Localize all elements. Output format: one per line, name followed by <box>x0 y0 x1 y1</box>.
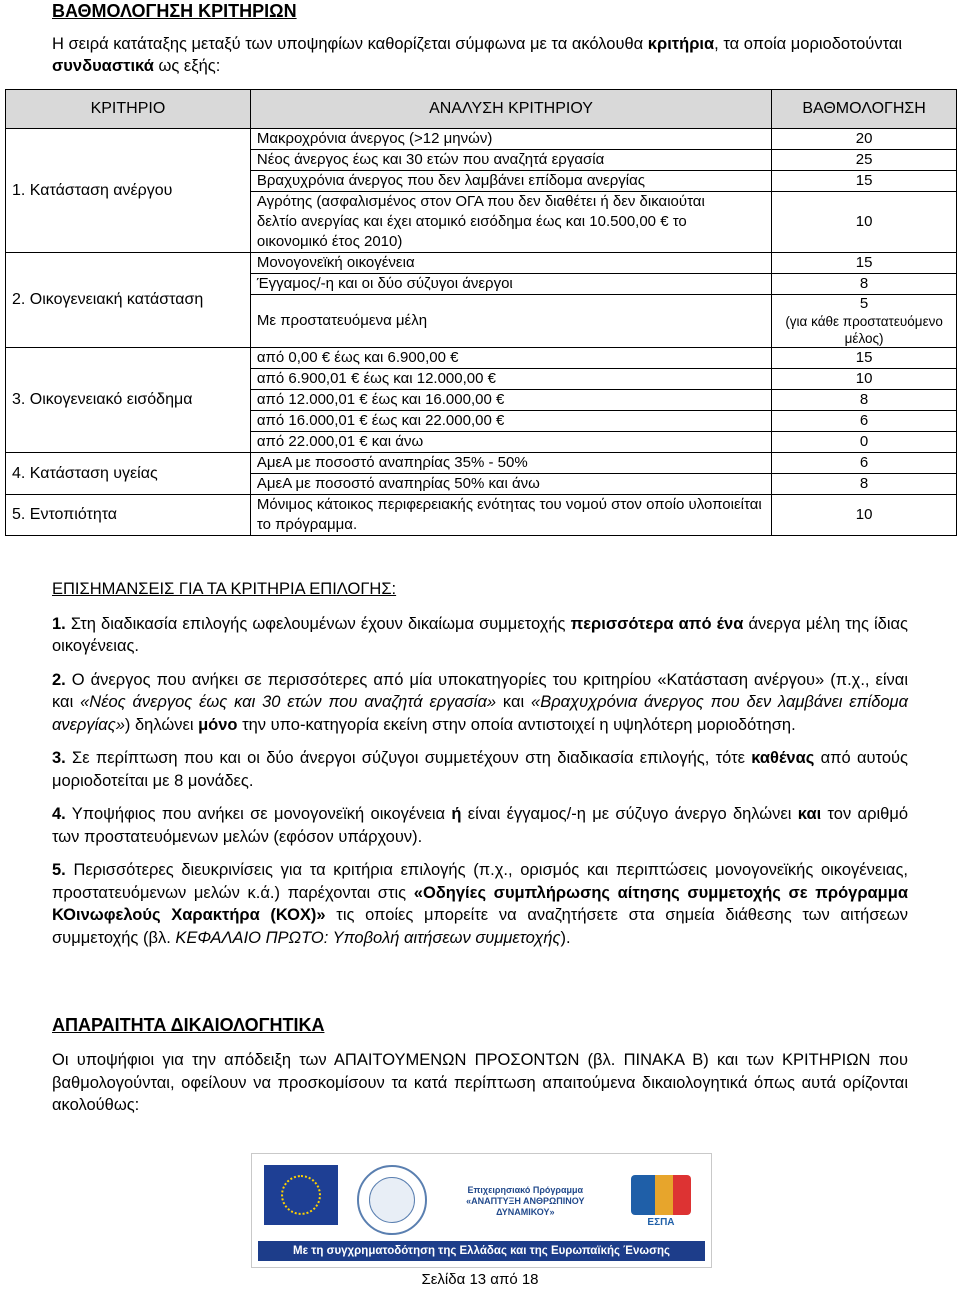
espa-icon <box>631 1175 691 1215</box>
header-analysis: ΑΝΑΛΥΣΗ ΚΡΙΤΗΡΙΟΥ <box>250 90 771 129</box>
analysis-cell: από 12.000,01 € έως και 16.000,00 € <box>250 390 771 411</box>
score-cell <box>772 295 957 348</box>
note-bold: και <box>797 805 822 823</box>
score-cell: 6 <box>772 453 957 474</box>
score-cell: 15 <box>772 171 957 192</box>
note-text: και <box>496 693 532 711</box>
eu-logo <box>264 1165 338 1237</box>
analysis-cell: Έγγαμος/-η και οι δύο σύζυγοι άνεργοι <box>250 274 771 295</box>
header-score: ΒΑΘΜΟΛΟΓΗΣΗ <box>772 90 957 129</box>
score-cell: 15 <box>772 253 957 274</box>
table-row <box>6 495 957 536</box>
note-1 <box>52 613 908 658</box>
note-text: τις οποίες μπορείτε να αναζητήσετε στα σημεία διάθεσης των αιτήσεων συμμετοχής (βλ. <box>52 906 909 947</box>
note-text: ) δηλώνει <box>124 715 199 734</box>
criterion-cell: 4. Κατάσταση υγείας <box>6 453 251 495</box>
analysis-cell: Νέος άνεργος έως και 30 ετών που αναζητά εργασία <box>250 150 771 171</box>
greek-seal <box>357 1165 427 1237</box>
intro-paragraph <box>52 33 908 77</box>
score-cell: 0 <box>772 432 957 453</box>
page-number: Σελίδα 13 από 18 <box>421 1271 539 1288</box>
note-number: 2. <box>52 670 66 689</box>
intro-text: ως εξής: <box>153 57 221 75</box>
note-bold: καθένας <box>751 749 815 767</box>
analysis-cell: από 22.000,01 € και άνω <box>250 432 771 453</box>
program-logo <box>445 1171 605 1231</box>
note-bold: περισσότερα από ένα <box>570 614 744 633</box>
note-number: 1. <box>52 614 66 633</box>
notes-heading: ΕΠΙΣΗΜΑΝΣΕΙΣ ΓΙΑ ΤΑ ΚΡΙΤΗΡΙΑ ΕΠΙΛΟΓΗΣ: <box>52 580 397 598</box>
table-row <box>6 348 957 369</box>
analysis-cell: από 0,00 € έως και 6.900,00 € <box>250 348 771 369</box>
documents-paragraph: Οι υποψήφιοι για την απόδειξη των ΑΠΑΙΤΟΥΜΕΝΩΝ ΠΡΟΣΟΝΤΩΝ (βλ. ΠΙΝΑΚΑ Β) και των ΚΡΙΤΗΡΙΩΝ που βαθμολογούνται, οφείλουν να προσκομίσουν τα κατά περίπτωση απαιτούμενα δικαιολογητικά όπως αυτά ορίζονται ακολούθως: <box>52 1051 908 1114</box>
analysis-cell: Με προστατευόμενα μέλη <box>250 295 771 348</box>
note-text: ). <box>560 928 571 947</box>
table-row <box>6 129 957 150</box>
cofunding-strip: Με τη συγχρηματοδότηση της Ελλάδας και της Ευρωπαϊκής Ένωσης <box>258 1241 705 1261</box>
analysis-cell: ΑμεΑ με ποσοστό αναπηρίας 50% και άνω <box>250 474 771 495</box>
analysis-cell: Αγρότης (ασφαλισμένος στον ΟΓΑ που δεν διαθέτει ή δεν δικαιούται δελτίο ανεργίας και έχει ατομικό εισόδημα έως και 10.500,00 € το οικονομικό έτος 2010) <box>250 192 771 253</box>
criteria-table <box>5 89 957 536</box>
analysis-cell: ΑμεΑ με ποσοστό αναπηρίας 35% - 50% <box>250 453 771 474</box>
score-cell: 8 <box>772 474 957 495</box>
eu-flag-icon <box>264 1165 338 1225</box>
score-cell: 25 <box>772 150 957 171</box>
analysis-cell: Μόνιμος κάτοικος περιφερειακής ενότητας του νομού στον οποίο υλοποιείται το πρόγραμμα. <box>250 495 771 536</box>
score-cell: 10 <box>772 495 957 536</box>
note-text: Σε περίπτωση που και οι δύο άνεργοι σύζυγοι συμμετέχουν στη διαδικασία επιλογής, τότε <box>65 749 752 767</box>
note-bold: μόνο <box>198 715 238 734</box>
note-text: Στη διαδικασία επιλογής ωφελουμένων έχουν δικαίωμα συμμετοχής <box>65 614 571 633</box>
intro-bold-combined: συνδυαστικά <box>52 57 154 75</box>
score-value: 5 <box>859 295 869 312</box>
notes-section <box>52 578 908 960</box>
greek-emblem-icon <box>357 1165 427 1235</box>
note-text: Ο άνεργος που ανήκει σε περισσότερες από μία υποκατηγορίες του κριτηρίου «Κατάσταση ανέργου» (π.χ., είναι και <box>52 670 908 711</box>
analysis-cell: Μακροχρόνια άνεργος (>12 μηνών) <box>250 129 771 150</box>
intro-text: Η σειρά κατάταξης μεταξύ των υποψηφίων καθορίζεται σύμφωνα με τα ακόλουθα <box>52 35 648 53</box>
note-number: 4. <box>52 805 66 823</box>
note-italic: ΚΕΦΑΛΑΙΟ ΠΡΩΤΟ: Υποβολή αιτήσεων συμμετοχής <box>175 928 561 947</box>
table-row <box>6 453 957 474</box>
note-italic: «Βραχυχρόνια άνεργος που δεν λαμβάνει επίδομα ανεργίας» <box>52 693 909 734</box>
note-3 <box>52 747 908 792</box>
score-cell: 6 <box>772 411 957 432</box>
note-text: άνεργα μέλη της ίδιας οικογένειας. <box>52 614 908 655</box>
documents-heading: ΑΠΑΡΑΙΤΗΤΑ ΔΙΚΑΙΟΛΟΓΗΤΙΚΑ <box>52 1015 325 1035</box>
score-note: (για κάθε προστατευόμενο μέλος) <box>785 314 943 346</box>
score-cell: 20 <box>772 129 957 150</box>
analysis-cell: από 16.000,01 € έως και 22.000,00 € <box>250 411 771 432</box>
note-5 <box>52 859 908 949</box>
espa-logo <box>624 1168 698 1234</box>
score-cell: 15 <box>772 348 957 369</box>
note-text: από αυτούς μοριοδοτείται με 8 μονάδες. <box>52 749 908 790</box>
note-text: τον αριθμό των προστατευόμενων μελών (εφόσον υπάρχουν). <box>52 805 909 846</box>
section-heading: ΒΑΘΜΟΛΟΓΗΣΗ ΚΡΙΤΗΡΙΩΝ <box>52 1 297 21</box>
header-criterion: ΚΡΙΤΗΡΙΟ <box>6 90 251 129</box>
espa-label: ΕΣΠΑ <box>647 1216 675 1228</box>
note-bold: ή <box>451 805 462 823</box>
note-text: την υπο-κατηγορία εκείνη στην οποία αντιστοιχεί η υψηλότερη μοριοδότηση. <box>237 715 796 734</box>
note-text: είναι έγγαμος/-η με σύζυγο άνεργο δηλώνει <box>461 805 798 823</box>
criterion-cell: 1. Κατάσταση ανέργου <box>6 129 251 253</box>
analysis-cell: Βραχυχρόνια άνεργος που δεν λαμβάνει επίδομα ανεργίας <box>250 171 771 192</box>
note-4 <box>52 803 908 848</box>
analysis-cell: Μονογονεϊκή οικογένεια <box>250 253 771 274</box>
note-number: 5. <box>52 861 66 879</box>
logo-row <box>264 1165 698 1237</box>
intro-text: , τα οποία μοριοδοτούνται <box>714 35 903 53</box>
score-cell: 10 <box>772 192 957 253</box>
table-header-row <box>6 90 957 129</box>
analysis-cell: από 6.900,01 € έως και 12.000,00 € <box>250 369 771 390</box>
criterion-cell: 5. Εντοπιότητα <box>6 495 251 536</box>
funding-banner <box>251 1153 712 1268</box>
score-cell: 8 <box>772 274 957 295</box>
note-italic: «Νέος άνεργος έως και 30 ετών που αναζητά εργασία» <box>80 693 497 711</box>
note-bold: «Οδηγίες συμπλήρωσης αίτησης συμμετοχής σε πρόγραμμα ΚΟινωφελούς Χαρακτήρα (ΚΟΧ)» <box>52 883 909 924</box>
program-title: Επιχειρησιακό Πρόγραμμα «ΑΝΑΠΤΥΞΗ ΑΝΘΡΩΠΙΝΟΥ ΔΥΝΑΜΙΚΟΥ» <box>466 1184 585 1217</box>
criterion-cell: 2. Οικογενειακή κατάσταση <box>6 253 251 348</box>
criterion-cell: 3. Οικογενειακό εισόδημα <box>6 348 251 453</box>
note-text: Υποψήφιος που ανήκει σε μονογονεϊκή οικογένεια <box>65 805 452 823</box>
score-cell: 10 <box>772 369 957 390</box>
note-2 <box>52 669 908 737</box>
table-row <box>6 253 957 274</box>
score-cell: 8 <box>772 390 957 411</box>
note-number: 3. <box>52 749 66 767</box>
intro-bold-criteria: κριτήρια <box>647 35 715 53</box>
note-text: Περισσότερες διευκρινίσεις για τα κριτήρια επιλογής (π.χ., ορισμός και περιπτώσεις μονογονεϊκής οικογένειας, προστατευόμενων μελών κ.ά.) παρέχονται στις <box>52 861 908 902</box>
